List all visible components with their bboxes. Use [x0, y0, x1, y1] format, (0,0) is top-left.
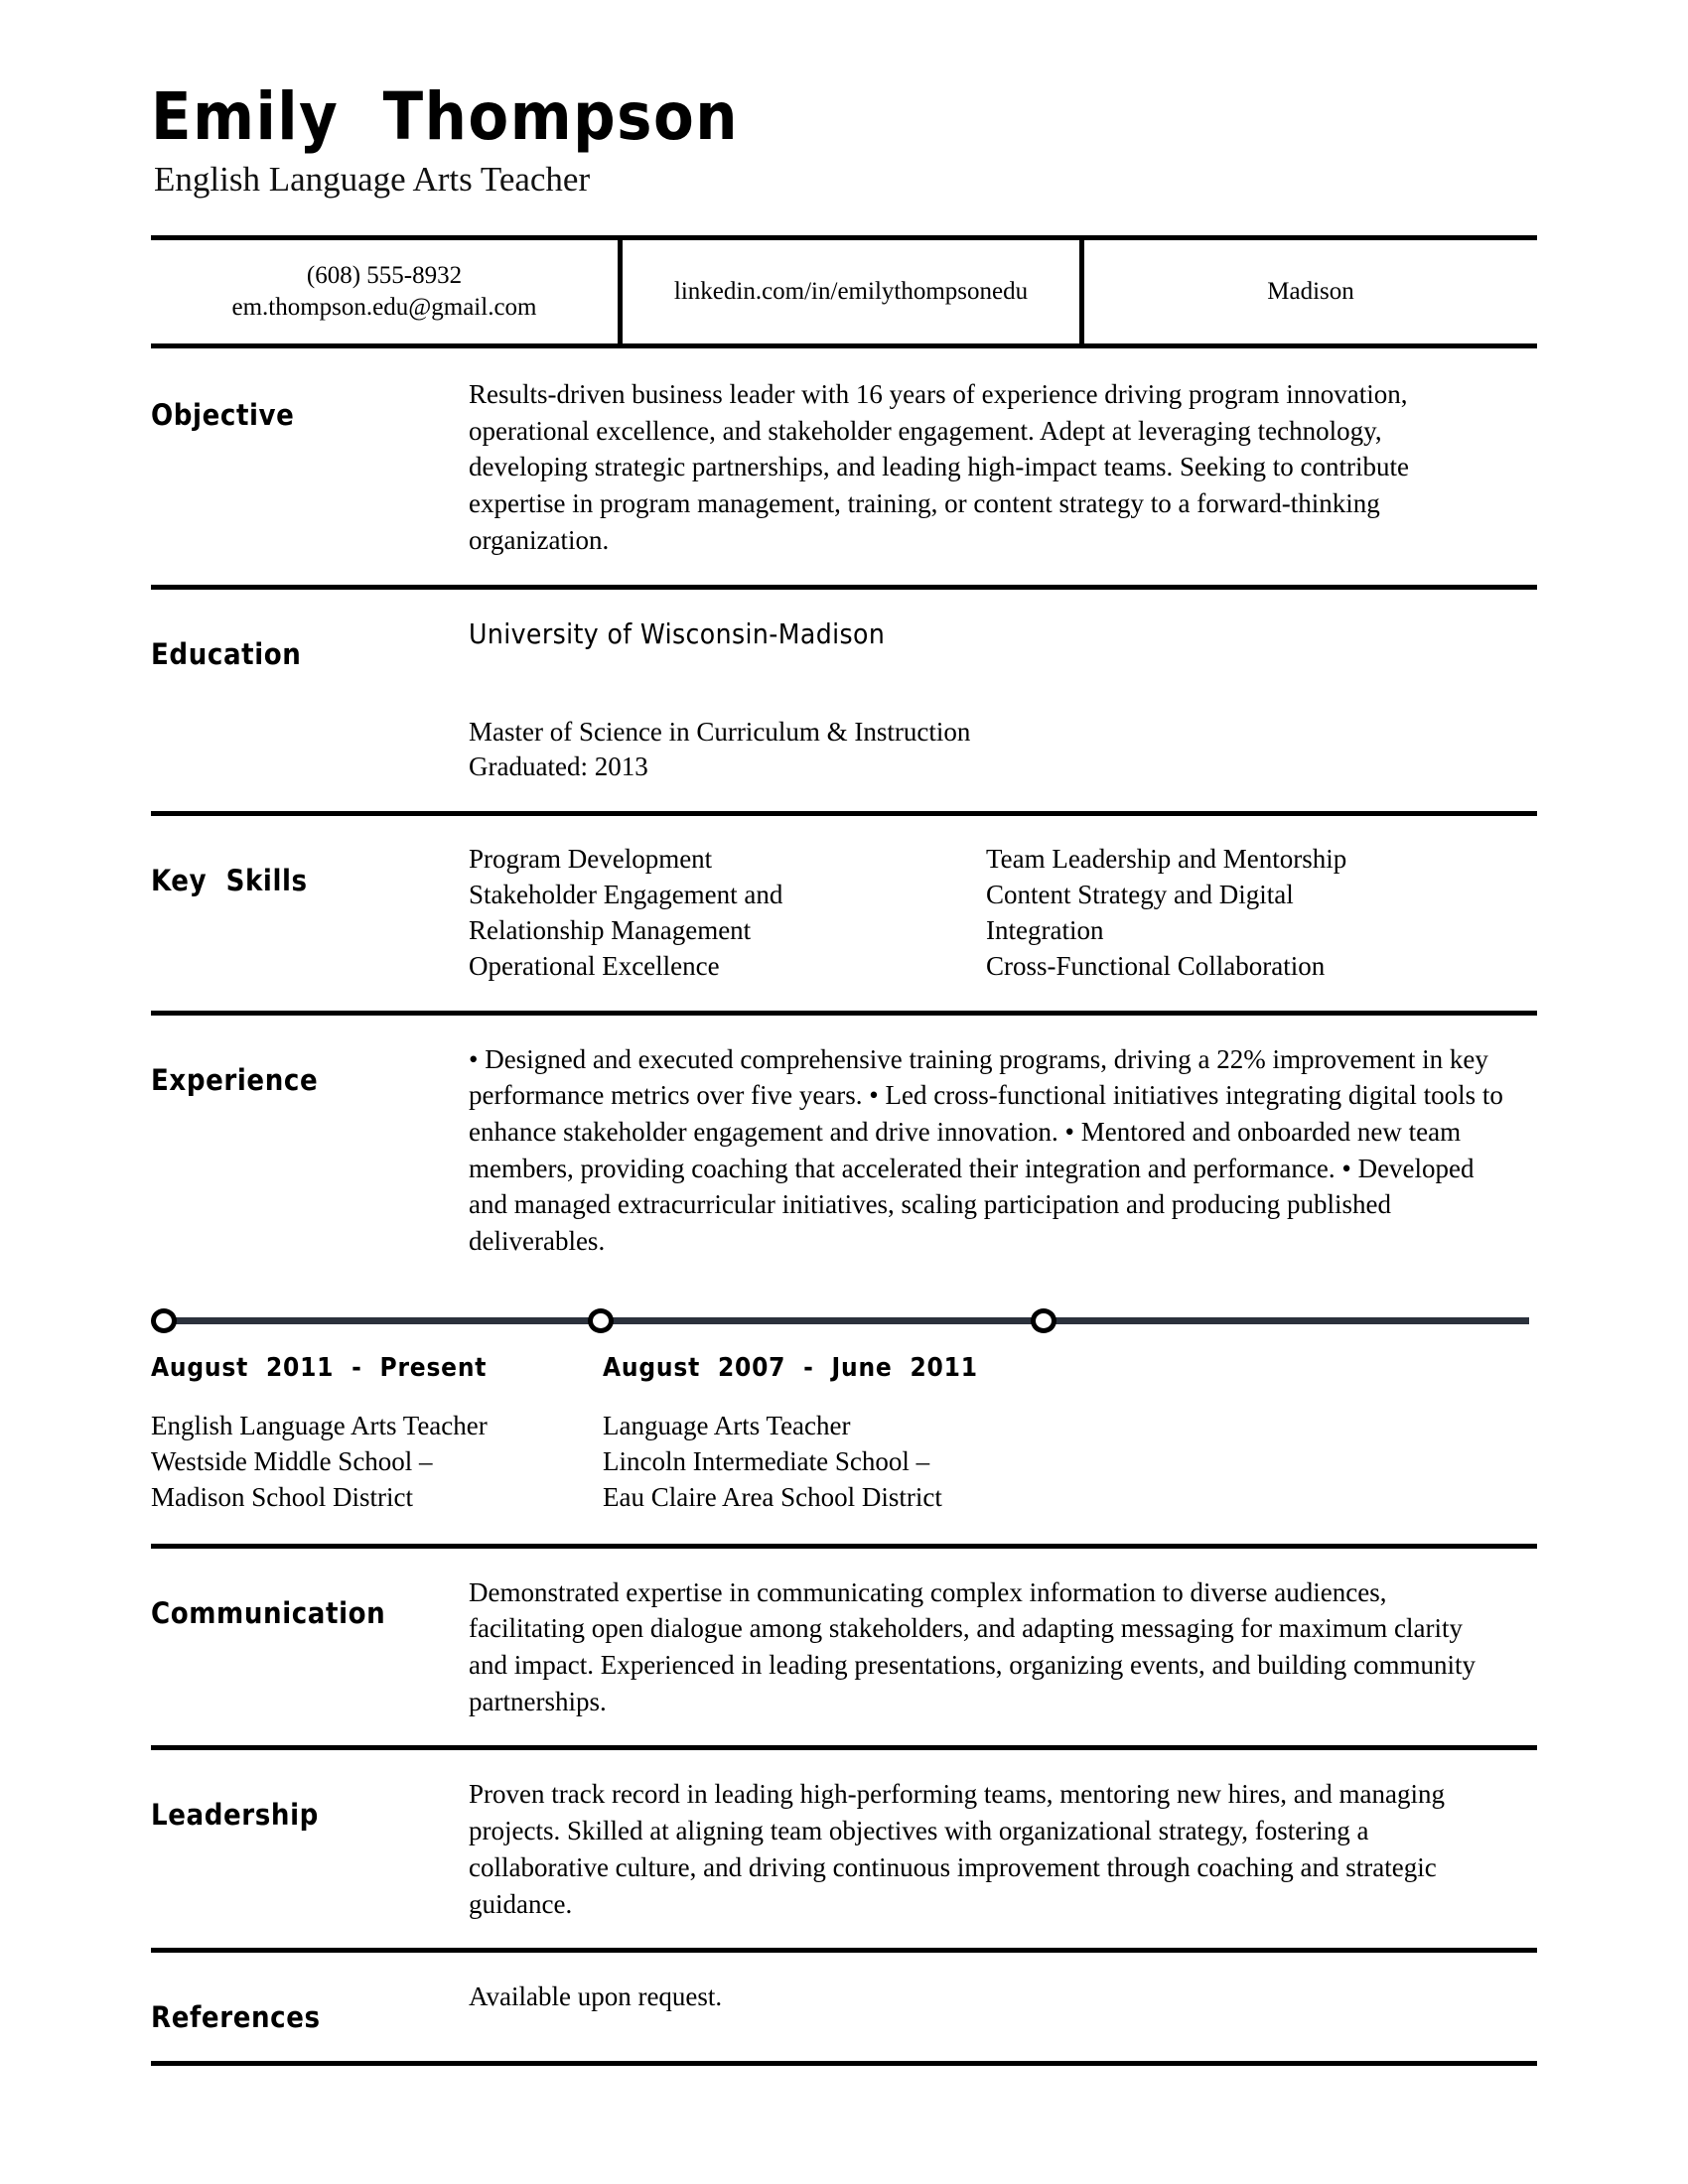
section-label-objective: Objective [151, 398, 295, 433]
job-title: English Language Arts Teacher [151, 1410, 488, 1440]
section-label-leadership: Leadership [151, 1798, 319, 1833]
skills-column-left [469, 842, 986, 985]
skill-item: Content Strategy and Digital [986, 879, 1294, 909]
section-experience [151, 1011, 1537, 1286]
education-degree: Master of Science in Curriculum & Instruction [469, 716, 971, 747]
skills-column-right [986, 842, 1503, 985]
phone-number[interactable]: (608) 555-8932 [306, 261, 463, 289]
objective-text: Results-driven business leader with 16 years of experience driving program innovation, operational excellence, and stakeholder engagement. Adept at leveraging technology, developing strategic partnerships, and leading high-impact teams. Seeking to contribute expertise in program management, training, or content strategy to a forward-thinking organization. [469, 379, 1409, 555]
timeline-line [160, 1317, 1529, 1324]
location: Madison [1267, 277, 1354, 305]
section-leadership [151, 1745, 1537, 1948]
section-body-communication [469, 1574, 1537, 1720]
resume-header [151, 0, 1537, 202]
section-references [151, 1948, 1537, 2061]
career-timeline [151, 1292, 1537, 1349]
experience-text: • Designed and executed comprehensive training programs, driving a 22% improvement in key performance metrics over five years. • Led cross-functional initiatives integrating digital tools to enhance stakeholder engagement and drive innovation. • Mentored and onboarded new team members, providing coaching that accelerated their integration and performance. • Developed and managed extracurricular initiatives, scaling participation and producing published deliverables. [469, 1043, 1503, 1257]
education-spacer [469, 653, 1503, 715]
skill-item: Stakeholder Engagement and [469, 879, 783, 909]
timeline-marker-icon [1031, 1308, 1056, 1333]
section-body-references [469, 1979, 1537, 2015]
section-body-objective [469, 376, 1537, 559]
section-body-leadership [469, 1776, 1537, 1922]
section-label-key-skills: Key Skills [151, 863, 308, 897]
skill-item: Team Leadership and Mentorship [986, 843, 1347, 874]
job-dates: August 2007 - June 2011 [603, 1352, 978, 1383]
job-title: Language Arts Teacher [603, 1410, 851, 1440]
section-key-skills [151, 811, 1537, 1011]
job-entry [603, 1353, 1055, 1516]
job-employer-line: Eau Claire Area School District [603, 1481, 942, 1512]
references-text: Available upon request. [469, 1981, 723, 2012]
job-entries [151, 1353, 1537, 1544]
leadership-text: Proven track record in leading high-performing teams, mentoring new hires, and managing projects. Skilled at aligning team objectives with organizational strategy, fostering a collaborative culture, and driving continuous improvement through coaching and strategic guidance. [469, 1779, 1445, 1919]
section-objective [151, 348, 1537, 585]
linkedin-url[interactable]: linkedin.com/in/emilythompsonedu [673, 277, 1029, 305]
timeline-marker-icon [588, 1308, 614, 1333]
candidate-job-title: English Language Arts Teacher [154, 160, 591, 200]
section-communication [151, 1544, 1537, 1746]
contact-cell-phone-email [151, 240, 618, 343]
job-employer-line: Westside Middle School – [151, 1445, 433, 1476]
contact-cell-location [1084, 240, 1537, 343]
contact-cell-linkedin [618, 240, 1084, 343]
skill-item: Integration [986, 914, 1104, 945]
education-school: University of Wisconsin-Madison [469, 616, 886, 650]
communication-text: Demonstrated expertise in communicating complex information to diverse audiences, facilitating open dialogue among stakeholders, and adapting messaging for maximum clarity and impact. Experienced in leading presentations, organizing events, and building community partnerships. [469, 1576, 1476, 1716]
timeline-marker-icon [151, 1308, 177, 1333]
bottom-divider [151, 2061, 1537, 2066]
section-label-references: References [151, 2000, 321, 2035]
education-graduation-year: Graduated: 2013 [469, 751, 648, 782]
section-label-experience: Experience [151, 1062, 319, 1097]
skill-item: Cross-Functional Collaboration [986, 950, 1326, 981]
skill-item: Operational Excellence [469, 950, 720, 981]
contact-bar [151, 235, 1537, 348]
job-employer-line: Lincoln Intermediate School – [603, 1445, 930, 1476]
skill-item: Relationship Management [469, 914, 752, 945]
skills-grid [469, 842, 1503, 985]
section-education [151, 585, 1537, 811]
section-body-experience [469, 1041, 1537, 1260]
job-dates: August 2011 - Present [151, 1352, 488, 1383]
job-entry [151, 1353, 603, 1516]
section-label-education: Education [151, 636, 302, 671]
section-label-communication: Communication [151, 1595, 386, 1630]
section-body-education [469, 615, 1537, 785]
skill-item: Program Development [469, 843, 713, 874]
candidate-name: Emily Thompson [151, 78, 740, 155]
email-address[interactable]: em.thompson.edu@gmail.com [231, 294, 537, 322]
job-employer-line: Madison School District [151, 1481, 413, 1512]
section-body-key-skills [469, 842, 1537, 985]
